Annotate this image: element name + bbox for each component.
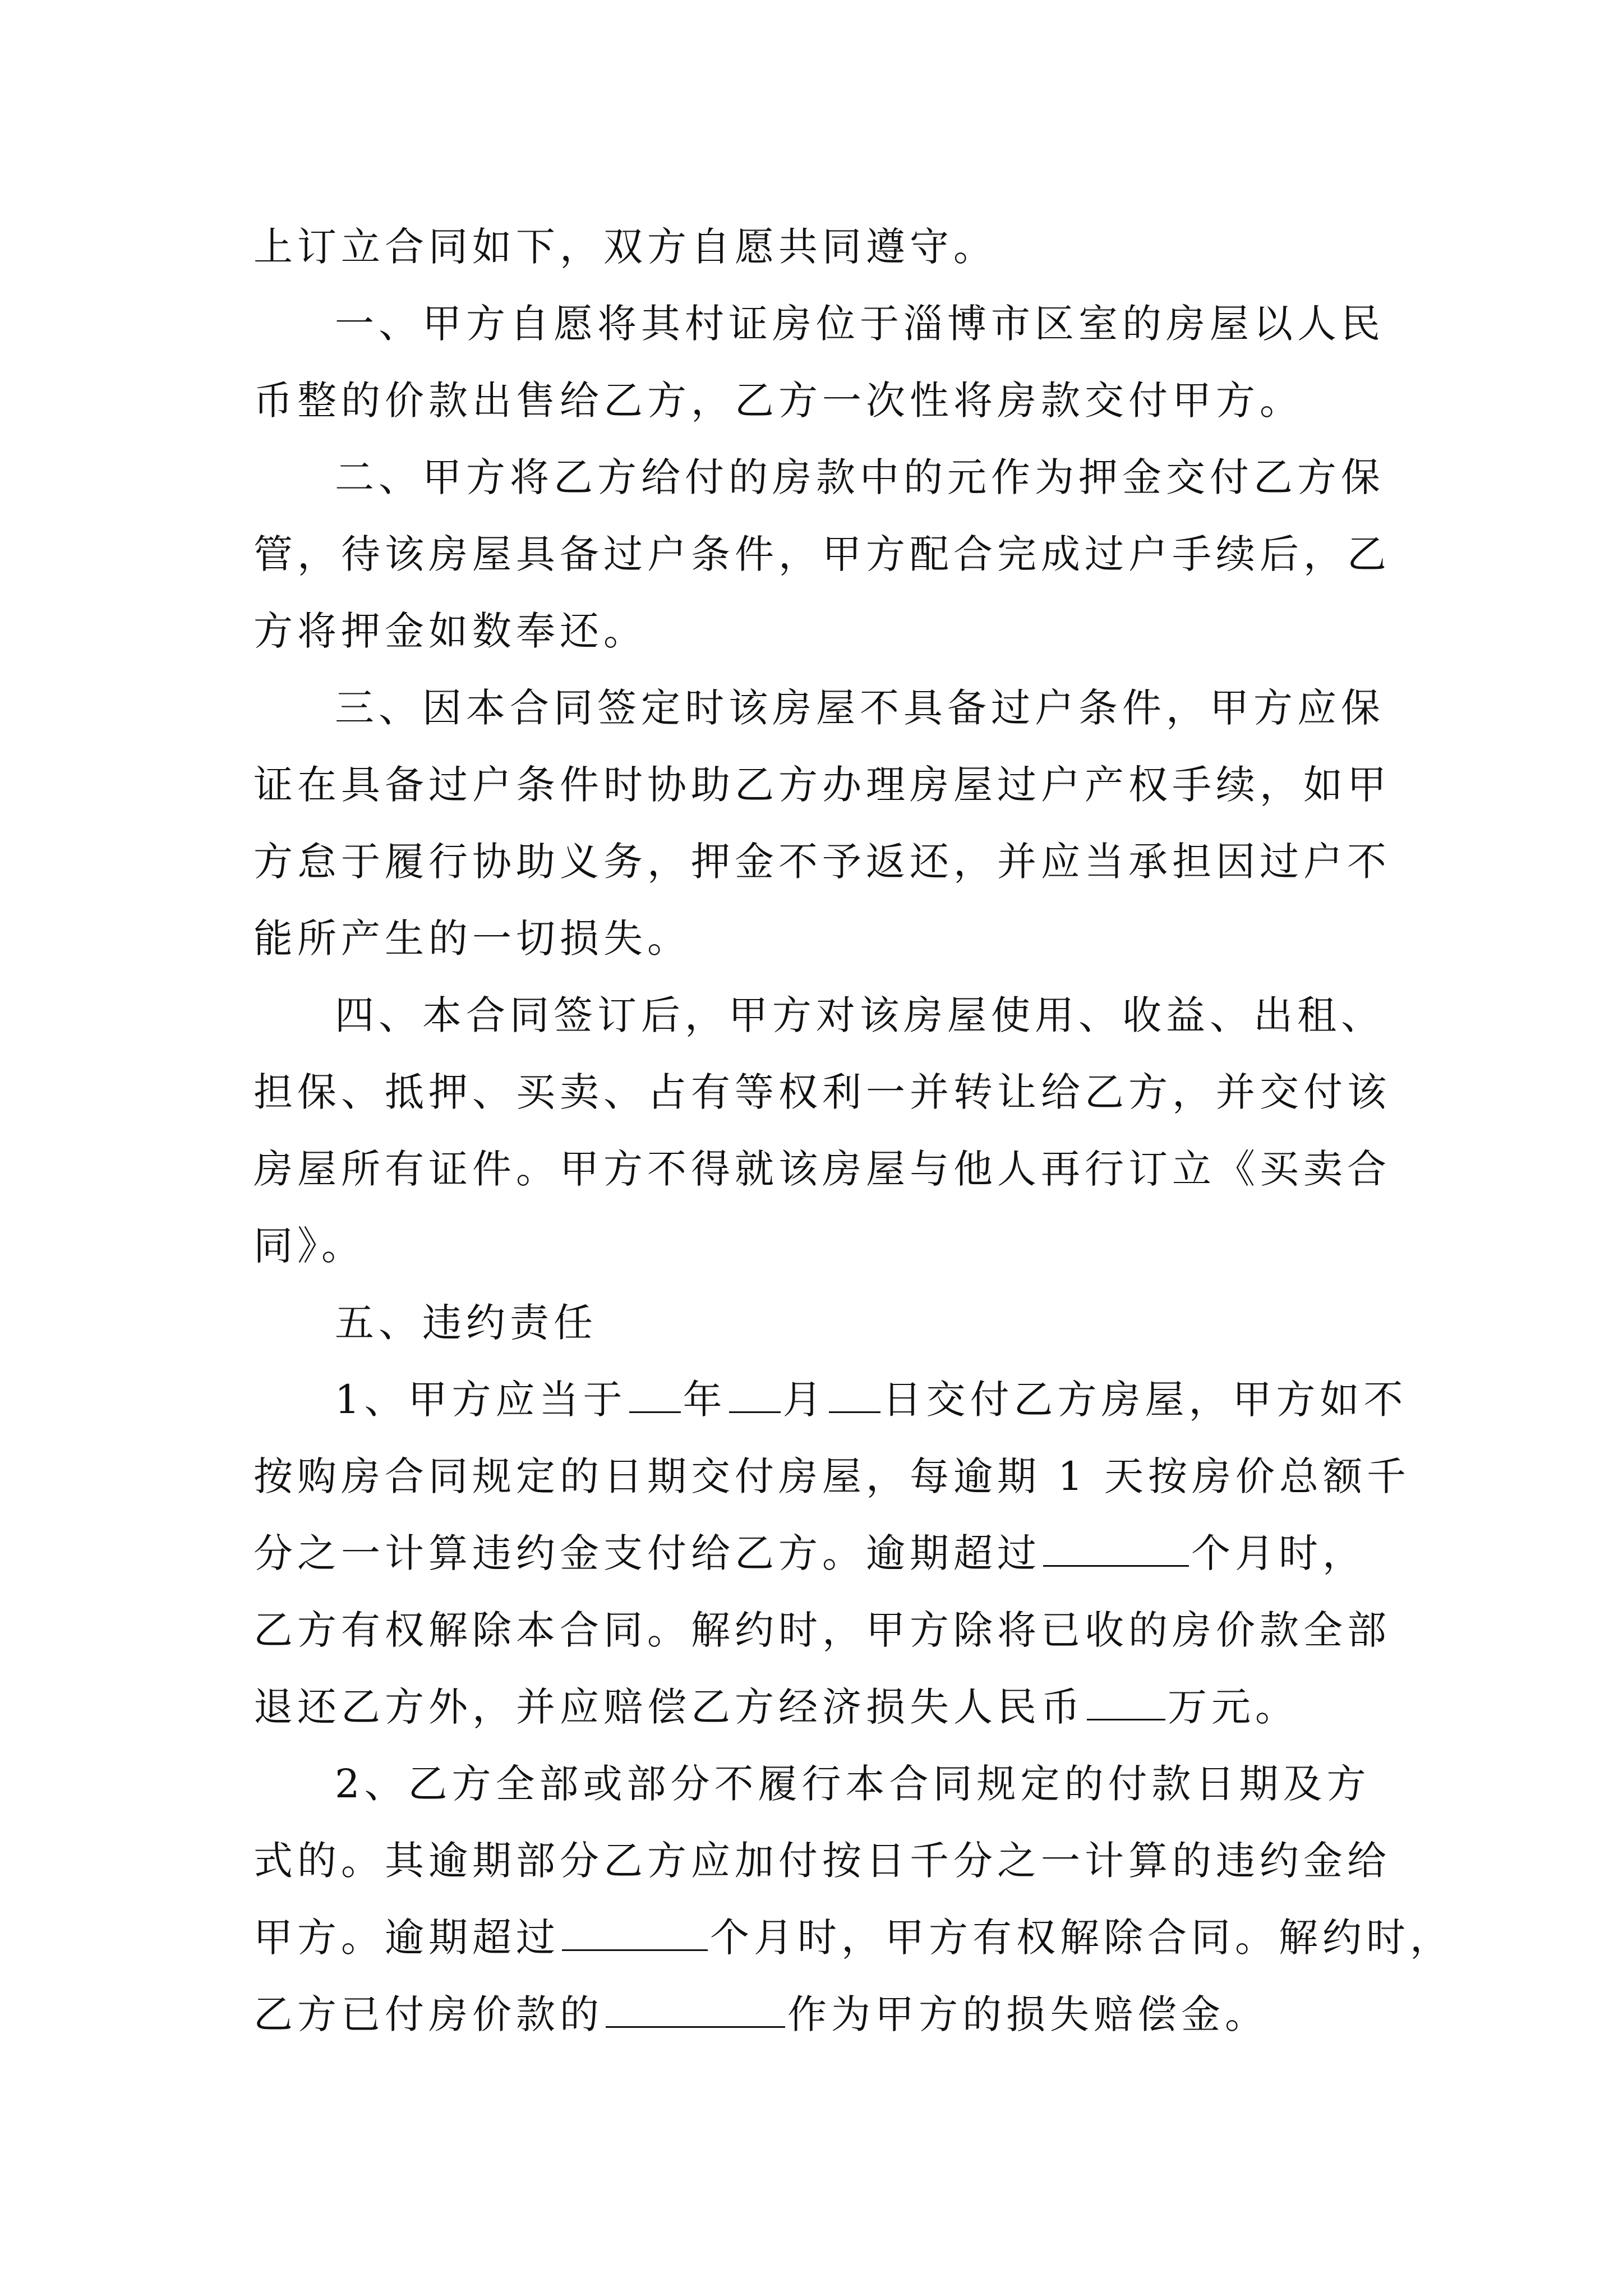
breach-item-2-line: 2、乙方全部或部分不履行本合同规定的付款日期及方: [335, 1761, 1371, 1807]
contract-body: [253, 209, 1454, 2053]
blank-compensation-amount: [1087, 1685, 1165, 1720]
breach-item-2-line: [253, 1899, 1454, 1976]
text-segment: 乙方已付房价款的: [253, 1991, 603, 2037]
clause-3-line: 方怠于履行协助义务，押金不予返还，并应当承担因过户不: [253, 839, 1391, 885]
breach-item-1-line: [253, 1669, 1398, 1746]
clause-4-line: 房屋所有证件。甲方不得就该房屋与他人再行订立《买卖合: [253, 1146, 1391, 1192]
text-segment: 1、甲方应当于: [335, 1377, 627, 1423]
breach-item-1-line: 按购房合同规定的日期交付房屋，每逾期 1 天按房价总额千: [253, 1453, 1411, 1499]
clause-3-line: 能所产生的一切损失。: [253, 915, 691, 961]
clause-4-line: 四、本合同签订后，甲方对该房屋使用、收益、出租、: [335, 992, 1385, 1038]
blank-month: [729, 1378, 781, 1413]
text-segment: 甲方。逾期超过: [253, 1915, 560, 1961]
breach-item-1-line: 乙方有权解除本合同。解约时，甲方除将已收的房价款全部: [253, 1607, 1391, 1653]
clause-4-line: 担保、抵押、买卖、占有等权利一并转让给乙方，并交付该: [253, 1069, 1391, 1115]
clause-3-line: 三、因本合同签定时该房屋不具备过户条件，甲方应保: [335, 685, 1385, 731]
text-segment: 个月时，: [1191, 1530, 1366, 1576]
clause-2-line: 二、甲方将乙方给付的房款中的元作为押金交付乙方保: [335, 454, 1385, 500]
text-line: 上订立合同如下，双方自愿共同遵守。: [253, 224, 997, 270]
text-segment: 作为甲方的损失赔偿金。: [787, 1991, 1269, 2037]
text-segment: 个月时，甲方有权解除合同。解约时，: [710, 1915, 1454, 1961]
breach-item-1-line: [253, 1515, 1398, 1592]
breach-item-1-line: [253, 1361, 1408, 1438]
clause-2-line: 管，待该房屋具备过户条件，甲方配合完成过户手续后，乙: [253, 531, 1391, 577]
text-segment: 退还乙方外，并应赔偿乙方经济损失人民币: [253, 1684, 1085, 1730]
clause-1-line: 一、甲方自愿将其村证房位于淄博市区室的房屋以人民: [335, 301, 1385, 347]
text-segment: 年: [683, 1377, 727, 1423]
blank-months-overdue: [1043, 1531, 1189, 1567]
blank-forfeit-ratio: [606, 1993, 785, 2028]
clause-1-line: 币整的价款出售给乙方，乙方一次性将房款交付甲方。: [253, 378, 1303, 424]
clause-3-line: 证在具备过户条件时协助乙方办理房屋过户产权手续，如甲: [253, 762, 1391, 808]
breach-item-2-line: [253, 1976, 1398, 2053]
blank-months-overdue: [562, 1916, 708, 1951]
text-segment: 万元。: [1168, 1684, 1299, 1730]
text-segment: 分之一计算违约金支付给乙方。逾期超过: [253, 1530, 1041, 1576]
text-segment: 日交付乙方房屋，甲方如不: [882, 1377, 1408, 1423]
text-segment: 月: [782, 1377, 827, 1423]
blank-year: [629, 1378, 681, 1413]
clause-2-line: 方将押金如数奉还。: [253, 608, 647, 654]
clause-4-line: 同》。: [253, 1223, 365, 1269]
section-heading-breach: 五、违约责任: [335, 1300, 597, 1346]
breach-item-2-line: 式的。其逾期部分乙方应加付按日千分之一计算的违约金给: [253, 1838, 1391, 1884]
blank-day: [829, 1378, 880, 1413]
